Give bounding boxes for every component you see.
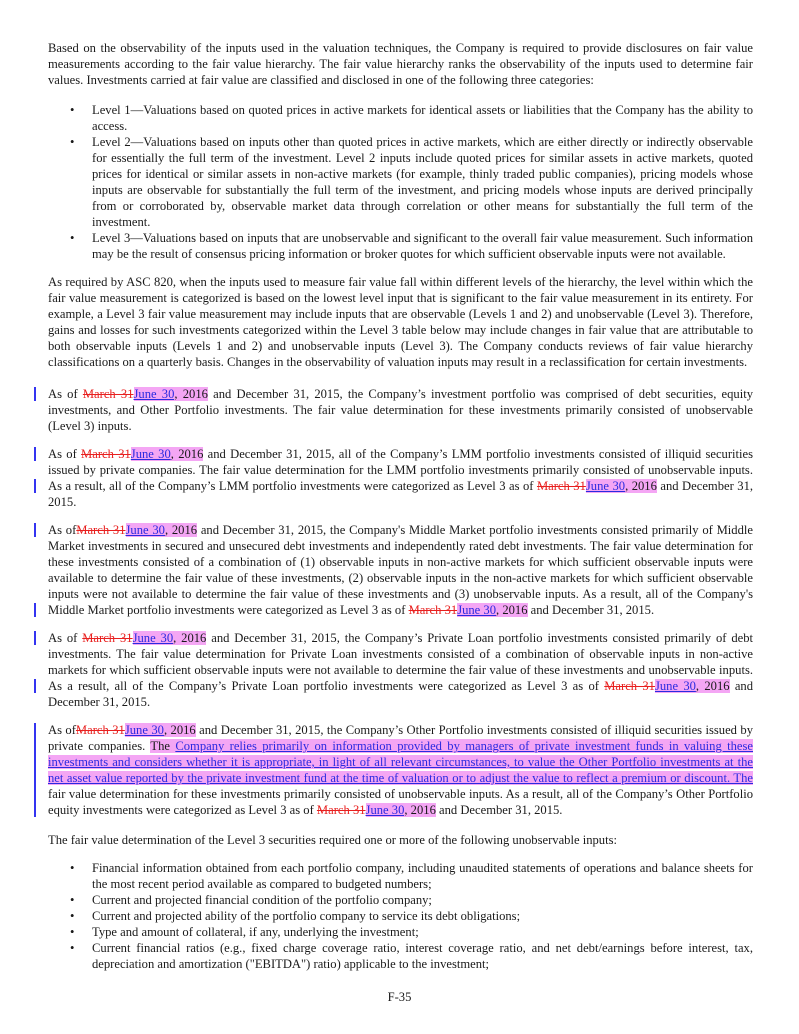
change-bar (34, 447, 36, 461)
date-year: , 2016 (496, 603, 528, 617)
level-2-item: • Level 2—Valuations based on inputs other than quoted prices in active markets, which are either directly or indirectly observable for essentially the full term of the investment. Level 2 inputs include quoted prices for similar assets in active markets, quoted prices for identical or similar assets in non-active markets (for example, thinly traded public companies), pricing models whose inputs are observable for substantially the full term of the investment, and pricing models whose inputs are derived principally from or corroborated by, observable market data through correlation or other means for substantially the full term of the investment. (70, 135, 753, 229)
date-year: , 2016 (163, 723, 196, 737)
date-year: , 2016 (174, 387, 208, 401)
bullet-icon: • (70, 231, 75, 245)
other-portfolio-paragraph: As ofMarch 31June 30, 2016 and December 31, 2015, the Company’s Other Portfolio investments consisted of illiquid securities issued by private companies. The Company relies primarily on information provided by managers of private investment funds in valuing these investments and considers whether it is appropriate, in light of all relevant circumstances, to value the Other Portfolio investments at the net asset value reported by the private investment fund at the time of valuation or to adjust the value to reflect a premium or discount. The fair value determination for these investments primarily consisted of unobservable inputs. As a result, all of the Company’s Other Portfolio equity investments were categorized as Level 3 as of March 31June 30, 2016 and December 31, 2015. (48, 722, 753, 818)
change-bar (34, 679, 36, 693)
bullet-icon: • (70, 103, 75, 117)
kept-text: The (150, 739, 176, 753)
deleted-date: March 31 (76, 523, 126, 537)
middle-market-paragraph: As ofMarch 31June 30, 2016 and December 31, 2015, the Company's Middle Market portfolio investments consisted primarily of Middle Market investments in secured and unsecured debt investments and independently rated debt investments. The fair value determination for these investments consisted of a combination of (1) observable inputs in non-active markets for which sufficient observable inputs were available to determine the fair value of these investments, (2) observable inputs in the non-active markets for which sufficient observable inputs were not available to determine the fair value of these investments and (3) unobservable inputs. As a result, all of the Company's Middle Market portfolio investments were categorized as Level 3 as of March 31June 30, 2016 and December 31, 2015. (48, 522, 753, 618)
fair-value-levels-list (48, 102, 753, 262)
deleted-date: March 31 (604, 679, 655, 693)
date-year: , 2016 (625, 479, 657, 493)
inserted-date: June 30 (133, 387, 175, 401)
inserted-text-block: Company relies primarily on information provided by managers of private investment funds in valuing these investments and considers whether it is appropriate, in light of all relevant circumstances, to value the Other Portfolio investments at the net asset value reported by the private investment fund at the time of valuation or to adjust the value to reflect a premium or discount. The (48, 739, 753, 785)
bullet-icon: • (70, 925, 75, 939)
inserted-date: June 30 (125, 523, 165, 537)
deleted-date: March 31 (82, 631, 133, 645)
change-bar (34, 387, 36, 401)
change-bar (34, 523, 36, 537)
input-item: • Current financial ratios (e.g., fixed charge coverage ratio, interest coverage ratio, and net debt/earnings before interest, tax, depreciation and amortization ("EBITDA") ratio) applicable to the investment; (70, 941, 753, 971)
lmm-paragraph: As of March 31June 30, 2016 and December 31, 2015, all of the Company’s LMM portfolio investments consisted of illiquid securities issued by private companies. The fair value determination for the LMM portfolio investments primarily consisted of unobservable inputs. As a result, all of the Company’s LMM portfolio investments were categorized as Level 3 as of March 31June 30, 2016 and December 31, 2015. (48, 446, 753, 510)
inserted-date: June 30 (124, 723, 164, 737)
change-bar (34, 603, 36, 617)
change-bar (34, 631, 36, 645)
level-1-item: • Level 1—Valuations based on quoted prices in active markets for identical assets or liabilities that the Company has the ability to access. (70, 103, 753, 133)
deleted-date: March 31 (75, 723, 125, 737)
date-year: , 2016 (170, 447, 204, 461)
bullet-icon: • (70, 135, 75, 149)
asc820-paragraph: As required by ASC 820, when the inputs used to measure fair value fall within different levels of the hierarchy, the level within which the fair value measurement is categorized is based on the lowest level input that is significant to the fair value measurement in its entirety. For example, a Level 3 fair value measurement may include inputs that are observable (Levels 1 and 2) and unobservable (Level 3). Therefore, gains and losses for such investments categorized within the Level 3 table below may include changes in fair value that are attributable to both observable inputs (Levels 1 and 2) and unobservable inputs (Level 3). The Company conducts reviews of fair value hierarchy classifications on a quarterly basis. Changes in the observability of valuation inputs may result in a reclassification for certain investments. (48, 275, 753, 369)
input-item: • Financial information obtained from each portfolio company, including unaudited statements of operations and balance sheets for the most recent period available as compared to budgeted numbers; (70, 861, 753, 891)
date-year: , 2016 (404, 803, 436, 817)
inserted-date: June 30 (585, 479, 626, 493)
change-bar (34, 723, 36, 817)
document-page (48, 40, 753, 984)
input-item: • Current and projected financial condition of the portfolio company; (70, 893, 432, 907)
input-item: • Current and projected ability of the portfolio company to service its debt obligations; (70, 909, 521, 923)
portfolio-paragraph: As of March 31June 30, 2016 and December 31, 2015, the Company’s investment portfolio was comprised of debt securities, equity investments, and Other Portfolio investments. The fair value determination for these investments primarily consisted of unobservable (Level 3) inputs. (48, 386, 753, 434)
inserted-date: June 30 (654, 679, 696, 693)
change-bar (34, 479, 36, 493)
date-year: , 2016 (164, 523, 198, 537)
bullet-icon: • (70, 941, 75, 955)
page-number: F-35 (387, 990, 412, 1004)
deleted-date: March 31 (81, 447, 131, 461)
private-loan-paragraph: As of March 31June 30, 2016 and December 31, 2015, the Company’s Private Loan portfolio investments consisted primarily of debt investments. The fair value determination for Private Loan investments consisted of a combination of observable inputs in non-active markets for which sufficient observable inputs were not available to determine the fair value of these investments and unobservable inputs. As a result, all of the Company’s Private Loan portfolio investments were categorized as Level 3 as of March 31June 30, 2016 and December 31, 2015. (48, 630, 753, 710)
deleted-date: March 31 (82, 387, 134, 401)
bullet-icon: • (70, 861, 75, 875)
date-year: , 2016 (695, 679, 730, 693)
deleted-date: March 31 (316, 803, 366, 817)
bullet-icon: • (70, 893, 75, 907)
inserted-date: June 30 (132, 631, 174, 645)
inserted-date: June 30 (365, 803, 405, 817)
level-3-item: • Level 3—Valuations based on inputs that are unobservable and significant to the overall fair value measurement. Such information may be the result of consensus pricing information or broker quotes for which sufficient observable inputs were not available. (70, 231, 753, 261)
inserted-date: June 30 (457, 603, 497, 617)
input-item: • Type and amount of collateral, if any, underlying the investment; (70, 925, 419, 939)
date-year: , 2016 (173, 631, 207, 645)
level3-inputs-list (48, 860, 753, 972)
inserted-date: June 30 (130, 447, 171, 461)
deleted-date: March 31 (408, 603, 458, 617)
bullet-icon: • (70, 909, 75, 923)
intro-paragraph: Based on the observability of the inputs used in the valuation techniques, the Company is required to provide disclosures on fair value measurements according to the fair value hierarchy. The fair value hierarchy ranks the observability of the inputs used to determine fair values. Investments carried at fair value are classified and disclosed in one of the following three categories: (48, 41, 753, 87)
level3-inputs-intro: The fair value determination of the Level 3 securities required one or more of the following unobservable inputs: (48, 833, 617, 847)
deleted-date: March 31 (536, 479, 586, 493)
